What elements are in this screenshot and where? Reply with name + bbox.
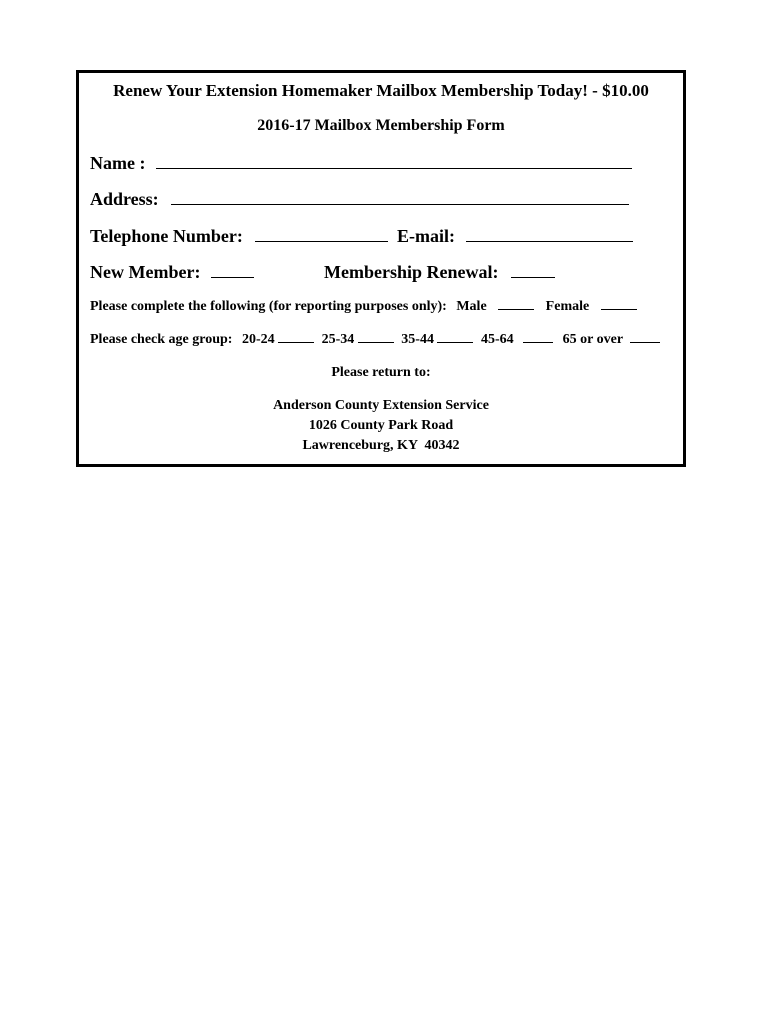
telephone-label: Telephone Number:	[90, 226, 243, 246]
renewal-label: Membership Renewal:	[324, 262, 499, 282]
telephone-field[interactable]	[255, 241, 388, 242]
email-label: E-mail:	[397, 226, 455, 246]
return-street: 1026 County Park Road	[308, 418, 454, 433]
age-20-24-field[interactable]	[278, 342, 314, 343]
male-label: Male	[456, 299, 487, 314]
female-field[interactable]	[601, 309, 637, 310]
address-label: Address:	[90, 189, 159, 209]
form-title: Renew Your Extension Homemaker Mailbox Membership Today! - $10.00	[113, 81, 649, 100]
age-65-over-field[interactable]	[630, 342, 660, 343]
reporting-text: Please complete the following (for reporting purposes only):	[90, 299, 447, 314]
female-label: Female	[545, 299, 590, 314]
name-label: Name :	[90, 153, 146, 173]
address-field[interactable]	[171, 204, 629, 205]
reporting-row	[90, 299, 637, 315]
telephone-row	[90, 226, 388, 247]
age-option-label: 45-64	[480, 332, 514, 347]
age-option-label: 25-34	[321, 332, 355, 347]
age-option-label: 35-44	[401, 332, 434, 347]
male-field[interactable]	[498, 309, 534, 310]
return-city: Lawrenceburg, KY 40342	[302, 438, 460, 453]
renewal-field[interactable]	[511, 277, 555, 278]
age-option-label: 65 or over	[562, 332, 623, 347]
age-prompt: Please check age group:	[90, 332, 233, 347]
age-25-34-field[interactable]	[358, 342, 394, 343]
membership-form	[76, 70, 686, 467]
email-field[interactable]	[466, 241, 633, 242]
return-prompt: Please return to:	[331, 365, 431, 380]
address-row	[90, 189, 629, 210]
new-member-field[interactable]	[211, 277, 254, 278]
age-35-44-field[interactable]	[437, 342, 473, 343]
name-row	[90, 153, 632, 174]
email-row	[397, 226, 633, 247]
renewal-row	[324, 262, 555, 283]
age-group-row	[90, 332, 660, 348]
age-option-label: 20-24	[241, 332, 275, 347]
form-subtitle: 2016-17 Mailbox Membership Form	[257, 117, 505, 134]
name-field[interactable]	[156, 168, 632, 169]
new-member-row	[90, 262, 254, 283]
new-member-label: New Member:	[90, 262, 201, 282]
return-org: Anderson County Extension Service	[273, 398, 489, 413]
age-45-64-field[interactable]	[523, 342, 553, 343]
